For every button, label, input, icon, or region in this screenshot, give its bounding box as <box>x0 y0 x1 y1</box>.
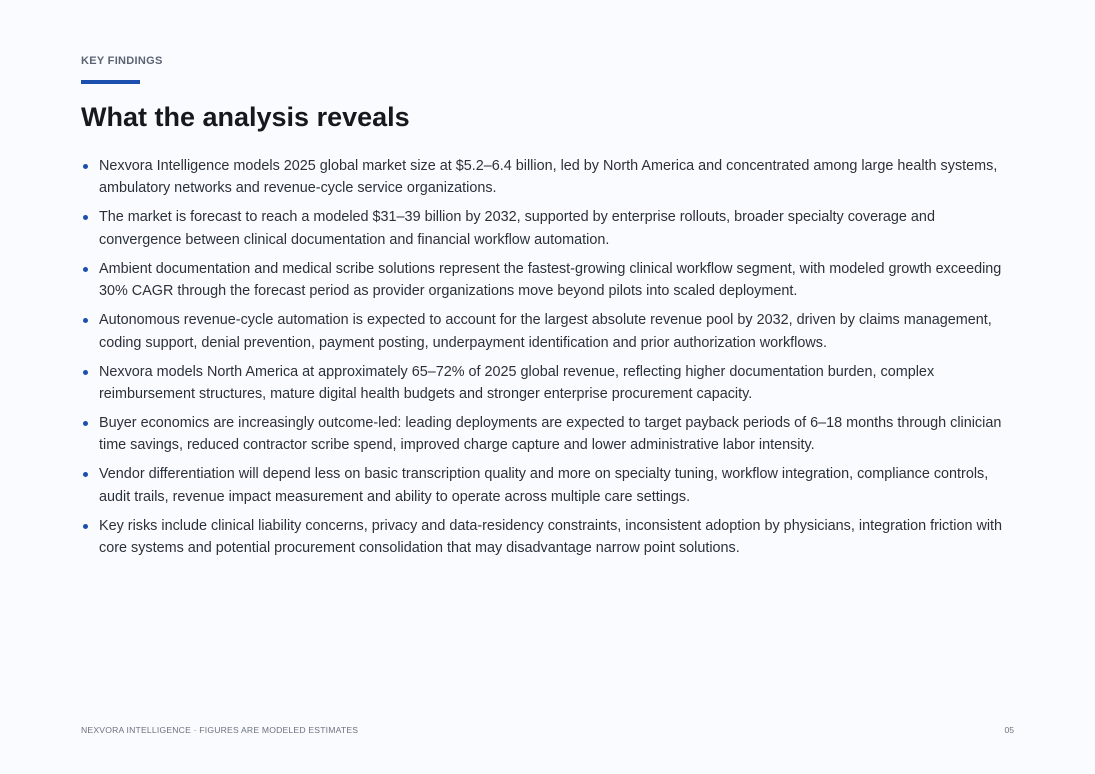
finding-text: Key risks include clinical liability concerns, privacy and data-residency constraints, inconsistent adoption by physicians, integration friction with core systems and potential procurement consolidation that may disadvantage narrow point solutions. <box>99 517 1003 557</box>
bullet-icon <box>83 267 88 272</box>
finding-text: The market is forecast to reach a modeled $31–39 billion by 2032, supported by enterprise rollouts, broader specialty coverage and convergence between clinical documentation and financial workflow automation. <box>99 209 935 248</box>
footer-separator: · <box>191 725 200 735</box>
finding-text: Ambient documentation and medical scribe solutions represent the fastest-growing clinical workflow segment, with modeled growth exceeding 30% CAGR through the forecast period as provider organizations move beyond pilots into scaled deployment. <box>99 260 1002 300</box>
accent-bar <box>81 80 140 84</box>
bullet-icon <box>83 370 88 375</box>
finding-text: Nexvora Intelligence models 2025 global market size at $5.2–6.4 billion, led by North America and concentrated among large health systems, ambulatory networks and revenue-cycle service organizations. <box>99 158 998 197</box>
bullet-icon <box>83 421 88 426</box>
finding-item <box>81 258 1016 303</box>
page-number: 05 <box>1004 725 1014 735</box>
finding-text: Buyer economics are increasingly outcome-led: leading deployments are expected to target payback periods of 6–18 months through clinician time savings, reduced contractor scribe spend, improved charge capture and lower administrative labor intensity. <box>99 415 1002 454</box>
bullet-icon <box>83 215 88 220</box>
section-eyebrow: KEY FINDINGS <box>81 55 163 67</box>
bullet-icon <box>83 318 88 323</box>
footer-brand: NEXVORA INTELLIGENCE <box>81 725 192 735</box>
finding-text: Autonomous revenue-cycle automation is expected to account for the largest absolute revenue pool by 2032, driven by claims management, coding support, denial prevention, payment posting, underpayment identification and prior authorization workflows. <box>99 312 992 351</box>
footer-note: FIGURES ARE MODELED ESTIMATES <box>199 725 359 735</box>
finding-item <box>81 515 1016 560</box>
finding-item <box>81 206 1016 251</box>
finding-item <box>81 361 1016 406</box>
finding-text: Nexvora models North America at approximately 65–72% of 2025 global revenue, reflecting higher documentation burden, complex reimbursement structures, mature digital health budgets and stronger enterprise procurement capacity. <box>99 363 935 403</box>
finding-item <box>81 463 1016 508</box>
bullet-icon <box>83 472 88 477</box>
bullet-icon <box>83 524 88 529</box>
footer-source <box>81 725 358 735</box>
finding-item <box>81 155 1016 200</box>
finding-text: Vendor differentiation will depend less on basic transcription quality and more on specialty tuning, workflow integration, compliance controls, audit trails, revenue impact measurement and ability to operate across multiple care settings. <box>99 466 989 505</box>
finding-item <box>81 309 1016 354</box>
page-title: What the analysis reveals <box>81 102 410 132</box>
finding-item <box>81 412 1016 457</box>
findings-list <box>81 155 1016 566</box>
bullet-icon <box>83 164 88 169</box>
